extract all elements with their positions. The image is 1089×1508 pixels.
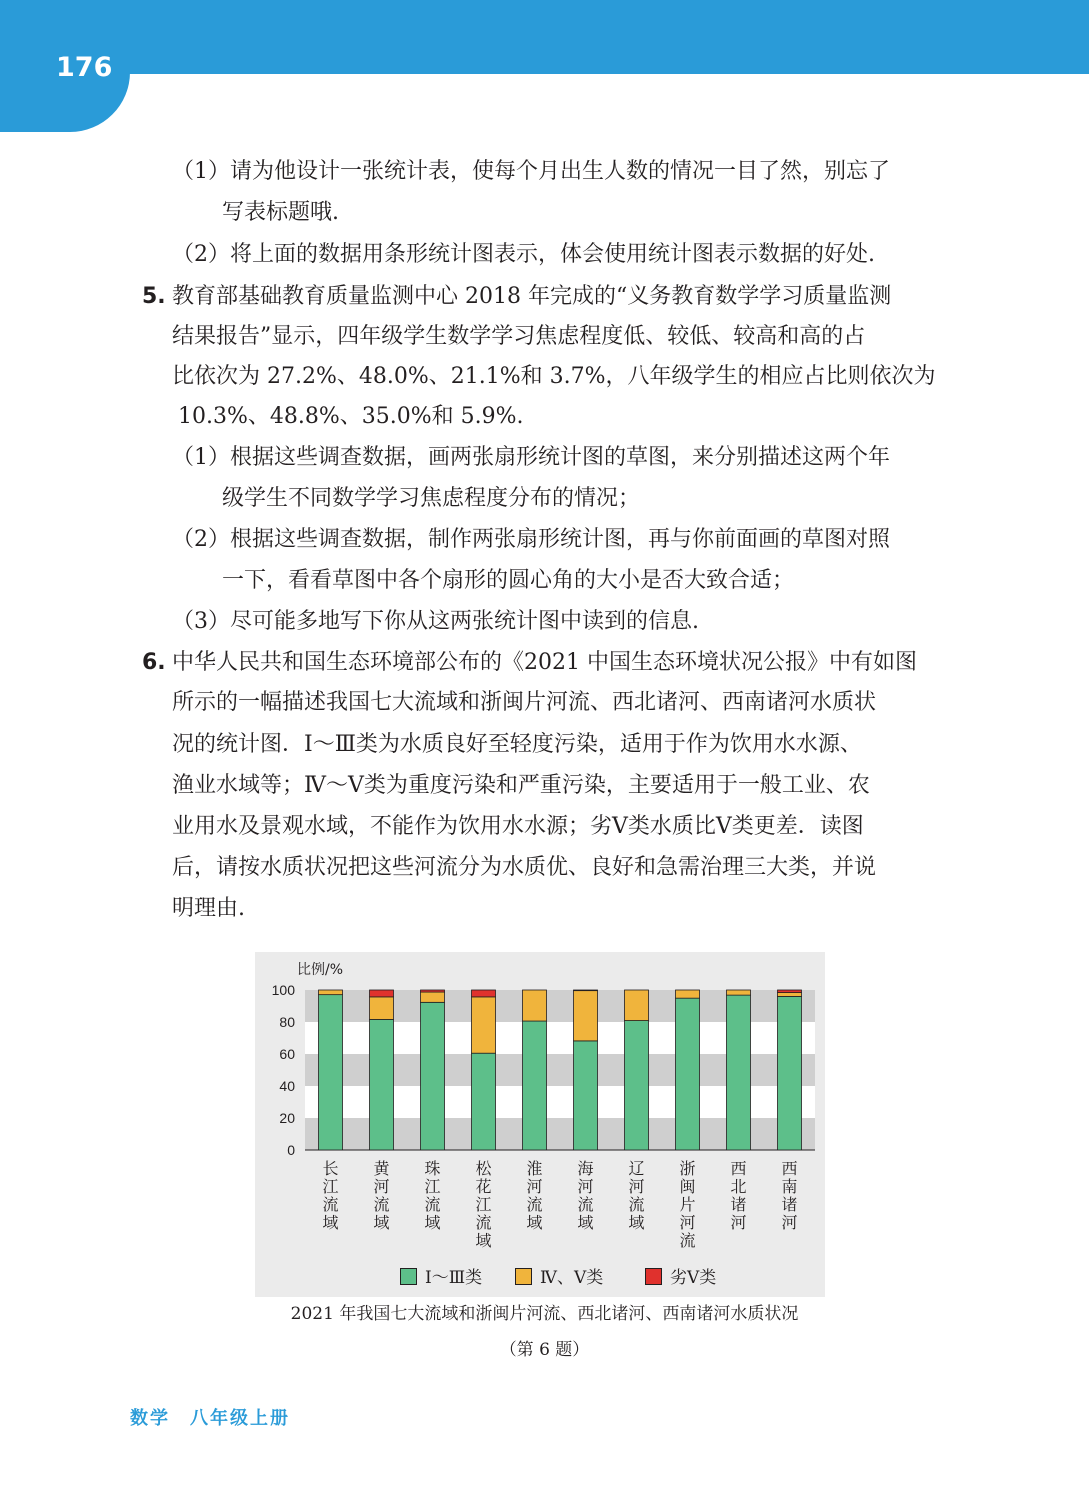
question-5-number: 5. bbox=[142, 284, 166, 309]
bar-segment bbox=[727, 995, 751, 1150]
y-tick-label: 100 bbox=[271, 982, 295, 998]
bar-segment bbox=[778, 996, 802, 1150]
y-tick-label: 20 bbox=[279, 1110, 295, 1126]
category-label-char: 流 bbox=[424, 1195, 441, 1214]
stacked-bar-chart bbox=[255, 952, 825, 1297]
q6-line4: 渔业水域等；Ⅳ～Ⅴ类为重度污染和严重污染，主要适用于一般工业、农 bbox=[172, 773, 870, 798]
q5-line4: 10.3%、48.8%、35.0%和 5.9%. bbox=[178, 404, 524, 429]
q5-line1: 教育部基础教育质量监测中心 2018 年完成的“义务教育数学学习质量监测 bbox=[172, 284, 892, 309]
bar-segment bbox=[574, 991, 598, 1041]
bar-segment bbox=[574, 1041, 598, 1150]
figure-label: （第 6 题） bbox=[499, 1340, 590, 1360]
bar-segment bbox=[319, 995, 343, 1150]
category-label-char: 域 bbox=[373, 1213, 390, 1232]
category-label-char: 海 bbox=[577, 1159, 594, 1178]
bar-segment bbox=[370, 1019, 394, 1150]
bar-segment bbox=[676, 998, 700, 1150]
q5-part3: （3）尽可能多地写下你从这两张统计图中读到的信息. bbox=[172, 609, 699, 634]
legend-label: Ⅰ～Ⅲ类 bbox=[425, 1268, 483, 1288]
page-number: 176 bbox=[56, 52, 113, 83]
bar-segment bbox=[472, 990, 496, 997]
category-label-char: 辽 bbox=[628, 1159, 645, 1178]
q4-part2: （2）将上面的数据用条形统计图表示，体会使用统计图表示数据的好处. bbox=[172, 242, 875, 267]
bar-segment bbox=[727, 990, 751, 995]
category-label-char: 西 bbox=[781, 1159, 798, 1178]
y-tick-label: 60 bbox=[279, 1046, 295, 1062]
bar-segment bbox=[625, 990, 649, 1021]
bar-segment bbox=[472, 1053, 496, 1150]
category-label-char: 域 bbox=[526, 1213, 543, 1232]
category-label-char: 片 bbox=[679, 1195, 696, 1214]
water-quality-chart bbox=[255, 952, 825, 1297]
q5-part1-line2: 级学生不同数学学习焦虑程度分布的情况； bbox=[222, 486, 641, 511]
bar-segment bbox=[625, 1021, 649, 1150]
header-band bbox=[0, 0, 1089, 74]
category-label-char: 诸 bbox=[730, 1195, 747, 1214]
bar-segment bbox=[523, 990, 547, 1021]
category-label-char: 流 bbox=[526, 1195, 543, 1214]
category-label-char: 流 bbox=[475, 1213, 492, 1232]
category-label-char: 长 bbox=[322, 1159, 339, 1178]
category-label-char: 流 bbox=[373, 1195, 390, 1214]
q6-line1: 中华人民共和国生态环境部公布的《2021 中国生态环境状况公报》中有如图 bbox=[172, 650, 917, 675]
bar-segment bbox=[370, 997, 394, 1020]
category-label-char: 域 bbox=[424, 1213, 441, 1232]
q6-line2: 所示的一幅描述我国七大流域和浙闽片河流、西北诸河、西南诸河水质状 bbox=[172, 690, 877, 715]
legend-swatch-green bbox=[400, 1268, 417, 1285]
q5-part2-line2: 一下，看看草图中各个扇形的圆心角的大小是否大致合适； bbox=[222, 568, 795, 593]
y-tick-label: 80 bbox=[279, 1014, 295, 1030]
bar-segment bbox=[778, 990, 802, 993]
category-label-char: 河 bbox=[730, 1213, 747, 1232]
legend-item-worse-than-5 bbox=[645, 1266, 716, 1290]
category-label-char: 流 bbox=[679, 1231, 696, 1250]
bar-segment bbox=[778, 993, 802, 997]
bar-segment bbox=[421, 992, 445, 1002]
category-label-char: 域 bbox=[322, 1213, 339, 1232]
category-label-char: 浙 bbox=[679, 1159, 696, 1178]
question-6-number: 6. bbox=[142, 650, 166, 675]
q4-part1-line2: 写表标题哦. bbox=[222, 200, 339, 225]
q6-line5: 业用水及景观水域，不能作为饮用水水源；劣Ⅴ类水质比Ⅴ类更差．读图 bbox=[172, 814, 864, 839]
category-label-char: 西 bbox=[730, 1159, 747, 1178]
category-label-char: 河 bbox=[373, 1177, 390, 1196]
legend-item-class-4-5 bbox=[515, 1266, 603, 1290]
bar-segment bbox=[574, 990, 598, 991]
bar-segment bbox=[319, 990, 343, 995]
category-label-char: 江 bbox=[322, 1177, 339, 1196]
figure-caption: 2021 年我国七大流域和浙闽片河流、西北诸河、西南诸河水质状况 bbox=[290, 1304, 799, 1324]
category-label-char: 黄 bbox=[373, 1159, 390, 1178]
q6-line6: 后，请按水质状况把这些河流分为水质优、良好和急需治理三大类，并说 bbox=[172, 855, 877, 880]
category-label-char: 河 bbox=[781, 1213, 798, 1232]
footer-book-title: 数学 八年级上册 bbox=[130, 1408, 290, 1429]
legend-swatch-orange bbox=[515, 1268, 532, 1285]
category-label-char: 域 bbox=[475, 1231, 492, 1250]
category-label-char: 松 bbox=[475, 1159, 492, 1178]
y-tick-label: 40 bbox=[279, 1078, 295, 1094]
category-label-char: 流 bbox=[577, 1195, 594, 1214]
category-label-char: 域 bbox=[628, 1213, 645, 1232]
bar-segment bbox=[370, 990, 394, 997]
category-label-char: 北 bbox=[730, 1177, 747, 1196]
legend-label: Ⅳ、Ⅴ类 bbox=[540, 1268, 604, 1288]
q4-part1-line1: （1）请为他设计一张统计表，使每个月出生人数的情况一目了然，别忘了 bbox=[172, 159, 890, 184]
category-label-char: 江 bbox=[475, 1195, 492, 1214]
category-label-char: 河 bbox=[628, 1177, 645, 1196]
category-label-char: 域 bbox=[577, 1213, 594, 1232]
category-label-char: 河 bbox=[679, 1213, 696, 1232]
bar-segment bbox=[472, 997, 496, 1053]
y-axis-label: 比例/% bbox=[297, 962, 344, 978]
category-label-char: 流 bbox=[322, 1195, 339, 1214]
q5-part1-line1: （1）根据这些调查数据，画两张扇形统计图的草图，来分别描述这两个年 bbox=[172, 445, 890, 470]
bar-segment bbox=[421, 990, 445, 992]
q6-line7: 明理由. bbox=[172, 896, 245, 921]
q5-line2: 结果报告”显示，四年级学生数学学习焦虑程度低、较低、较高和高的占 bbox=[172, 324, 866, 349]
q6-line3: 况的统计图．Ⅰ～Ⅲ类为水质良好至轻度污染，适用于作为饮用水水源、 bbox=[172, 732, 862, 757]
category-label-char: 珠 bbox=[424, 1159, 441, 1178]
q5-line3: 比依次为 27.2%、48.0%、21.1%和 3.7%，八年级学生的相应占比则依次为 bbox=[172, 364, 936, 389]
category-label-char: 江 bbox=[424, 1177, 441, 1196]
category-label-char: 闽 bbox=[679, 1177, 696, 1196]
category-label-char: 河 bbox=[526, 1177, 543, 1196]
bar-segment bbox=[421, 1002, 445, 1150]
y-tick-label: 0 bbox=[287, 1142, 295, 1158]
bar-segment bbox=[523, 1021, 547, 1150]
category-label-char: 流 bbox=[628, 1195, 645, 1214]
legend-swatch-red bbox=[645, 1268, 662, 1285]
category-label-char: 淮 bbox=[526, 1159, 543, 1178]
category-label-char: 河 bbox=[577, 1177, 594, 1196]
category-label-char: 花 bbox=[475, 1177, 492, 1196]
legend-label: 劣Ⅴ类 bbox=[670, 1268, 717, 1288]
category-label-char: 南 bbox=[781, 1177, 798, 1196]
bar-segment bbox=[676, 990, 700, 998]
category-label-char: 诸 bbox=[781, 1195, 798, 1214]
q5-part2-line1: （2）根据这些调查数据，制作两张扇形统计图，再与你前面画的草图对照 bbox=[172, 527, 890, 552]
legend-item-class-1-3 bbox=[400, 1266, 482, 1290]
